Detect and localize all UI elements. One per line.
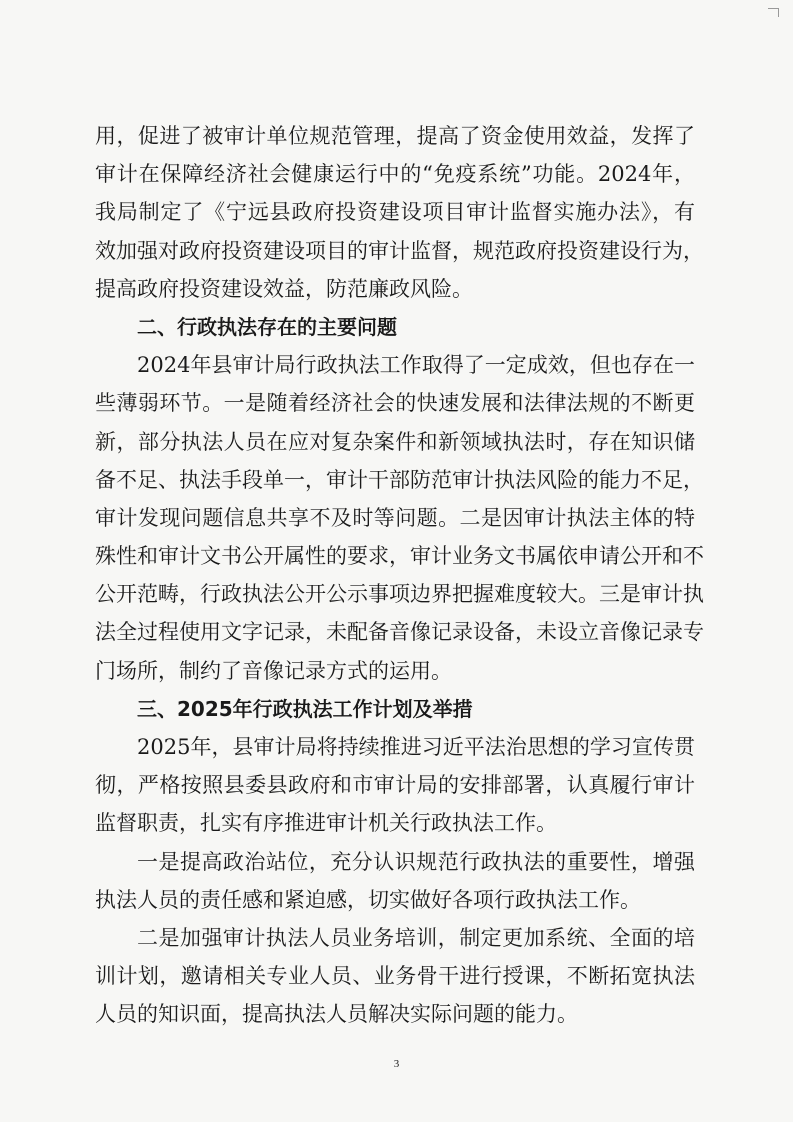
section-heading: 三、2025年行政执法工作计划及举措 [137, 696, 473, 721]
page-number: 3 [393, 1058, 400, 1070]
body-text-line: 殊性和审计文书公开属性的要求，审计业务文书属依申请公开和不 [95, 544, 704, 569]
body-text-line: 用，促进了被审计单位规范管理，提高了资金使用效益，发挥了 [95, 124, 695, 148]
body-text-line: 人员的知识面，提高执法人员解决实际问题的能力。 [95, 1002, 578, 1027]
body-text-line: 审计在保障经济社会健康运行中的“免疫系统”功能。2024年， [95, 162, 695, 187]
body-text-line: 训计划，邀请相关专业人员、业务骨干进行授课，不断拓宽执法 [95, 964, 695, 989]
body-text-line: 2024年县审计局行政执法工作取得了一定成效，但也存在一 [137, 353, 695, 378]
body-text-line: 2025年，县审计局将持续推进习近平法治思想的学习宣传贯 [137, 735, 695, 759]
body-text-line: 些薄弱环节。一是随着经济社会的快速发展和法律法规的不断更 [95, 391, 695, 416]
body-text-line: 彻，严格按照县委县政府和市审计局的安排部署，认真履行审计 [95, 773, 695, 798]
body-text-line: 二是加强审计执法人员业务培训，制定更加系统、全面的培 [137, 925, 695, 950]
scan-corner-mark [768, 8, 779, 17]
body-text-line: 法全过程使用文字记录，未配备音像记录设备，未设立音像记录专 [95, 620, 704, 645]
body-text-line: 效加强对政府投资建设项目的审计监督，规范政府投资建设行为， [95, 238, 704, 263]
document-body [95, 117, 704, 1034]
body-text-line: 执法人员的责任感和紧迫感，切实做好各项行政执法工作。 [95, 887, 641, 912]
body-text-line: 公开范畴，行政执法公开公示事项边界把握难度较大。三是审计执 [95, 582, 704, 607]
body-text-line: 审计发现问题信息共享不及时等问题。二是因审计执法主体的特 [95, 505, 695, 530]
section-heading: 二、行政执法存在的主要问题 [137, 314, 397, 339]
body-text-line: 提高政府投资建设效益，防范廉政风险。 [95, 276, 473, 301]
body-text-line: 我局制定了《宁远县政府投资建设项目审计监督实施办法》，有 [95, 200, 695, 225]
body-text-line: 门场所，制约了音像记录方式的运用。 [95, 658, 452, 683]
body-text-line: 监督职责，扎实有序推进审计机关行政执法工作。 [95, 811, 557, 836]
body-text-line: 备不足、执法手段单一，审计干部防范审计执法风险的能力不足， [95, 467, 704, 492]
body-text-line: 新，部分执法人员在应对复杂案件和新领域执法时，存在知识储 [95, 429, 695, 454]
body-text-line: 一是提高政治站位，充分认识规范行政执法的重要性，增强 [137, 849, 695, 874]
